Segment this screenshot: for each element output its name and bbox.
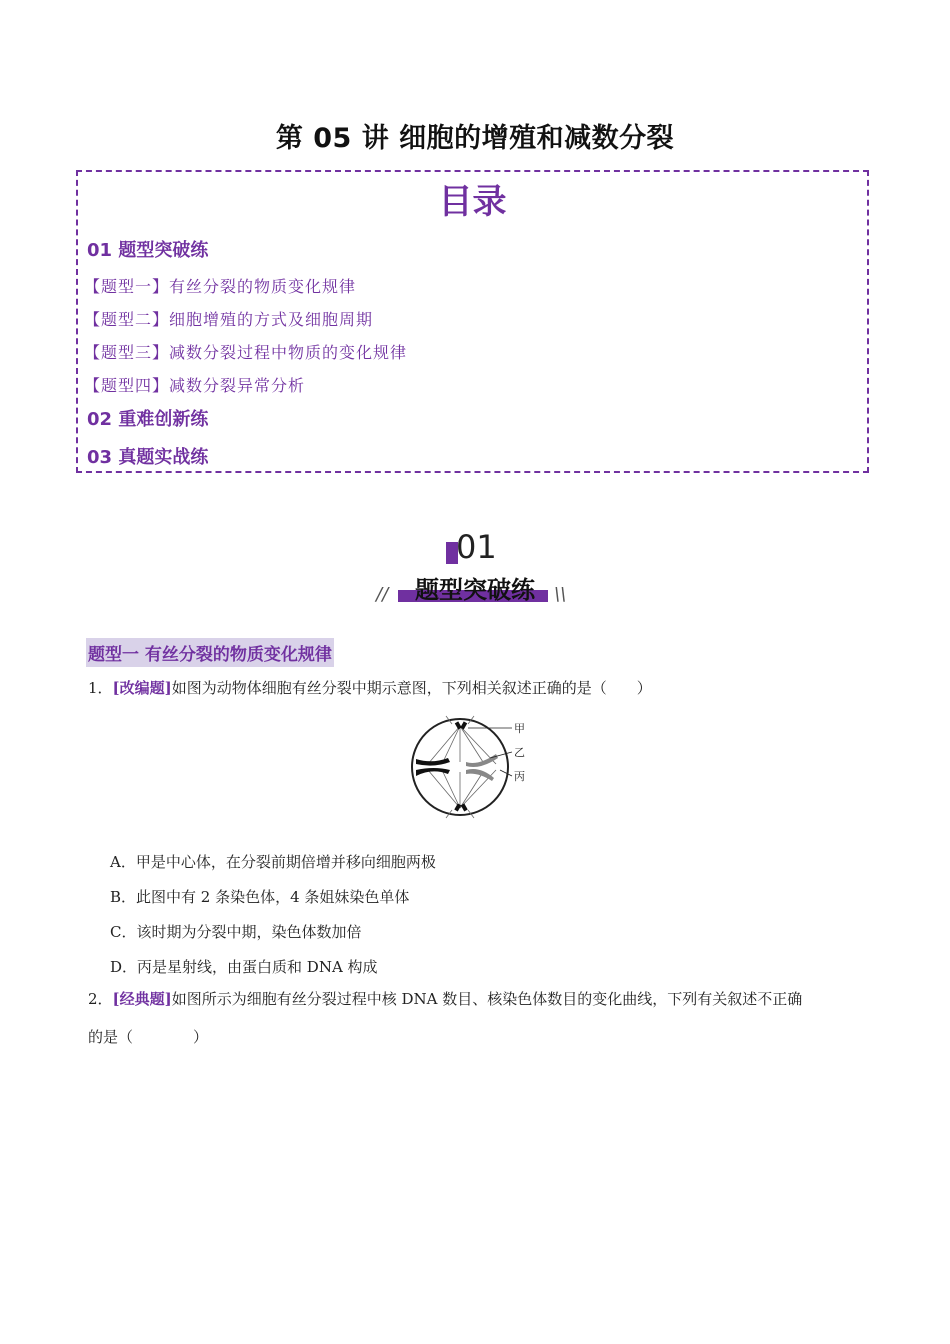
- toc-heading: 目录: [438, 182, 507, 222]
- option-b[interactable]: B．此图中有 2 条染色体，4 条姐妹染色单体: [110, 888, 410, 906]
- toc-item-1[interactable]: 【题型一】有丝分裂的物质变化规律: [84, 277, 357, 296]
- page-title: 第 05 讲 细胞的增殖和减数分裂: [275, 123, 675, 154]
- section-banner: [370, 528, 580, 612]
- type-heading: 题型一 有丝分裂的物质变化规律: [86, 638, 334, 667]
- option-a[interactable]: A．甲是中心体，在分裂前期倍增并移向细胞两极: [110, 853, 436, 871]
- label-yi: 乙: [514, 746, 525, 759]
- question-tag: [改编题]: [112, 679, 172, 697]
- question-number: 1．: [88, 679, 113, 697]
- question-text: 如图所示为细胞有丝分裂过程中核 DNA 数目、核染色体数目的变化曲线，下列有关叙述不正确: [171, 990, 803, 1008]
- mitosis-diagram: [408, 712, 544, 822]
- question-2-line-2: 的是（ ）: [88, 1028, 209, 1046]
- banner-number: 01: [456, 528, 497, 566]
- toc-section-01[interactable]: 01 题型突破练: [87, 240, 209, 261]
- banner-left-slashes: //: [376, 584, 389, 605]
- question-tag: [经典题]: [112, 990, 172, 1008]
- toc-item-3[interactable]: 【题型三】减数分裂过程中物质的变化规律: [84, 343, 408, 362]
- toc-section-03[interactable]: 03 真题实战练: [87, 447, 209, 468]
- chromosome-gray: [466, 754, 498, 781]
- option-c[interactable]: C．该时期为分裂中期，染色体数加倍: [110, 923, 362, 941]
- chromosome-dark: [416, 758, 450, 776]
- question-1: [88, 681, 652, 696]
- question-text: 如图为动物体细胞有丝分裂中期示意图，下列相关叙述正确的是（ ）: [171, 679, 652, 697]
- banner-right-slashes: \\: [554, 584, 567, 605]
- toc-item-2[interactable]: 【题型二】细胞增殖的方式及细胞周期: [84, 310, 374, 329]
- label-bing: 丙: [514, 770, 525, 783]
- option-d[interactable]: D．丙是星射线，由蛋白质和 DNA 构成: [110, 958, 378, 976]
- table-of-contents: [76, 170, 869, 473]
- spindle-fibers: [428, 716, 496, 818]
- question-number: 2．: [88, 990, 113, 1008]
- toc-item-4[interactable]: 【题型四】减数分裂异常分析: [84, 376, 306, 395]
- question-2: [88, 992, 802, 1007]
- toc-section-02[interactable]: 02 重难创新练: [87, 409, 209, 430]
- banner-title: 题型突破练: [415, 576, 535, 604]
- label-jia: 甲: [514, 722, 525, 735]
